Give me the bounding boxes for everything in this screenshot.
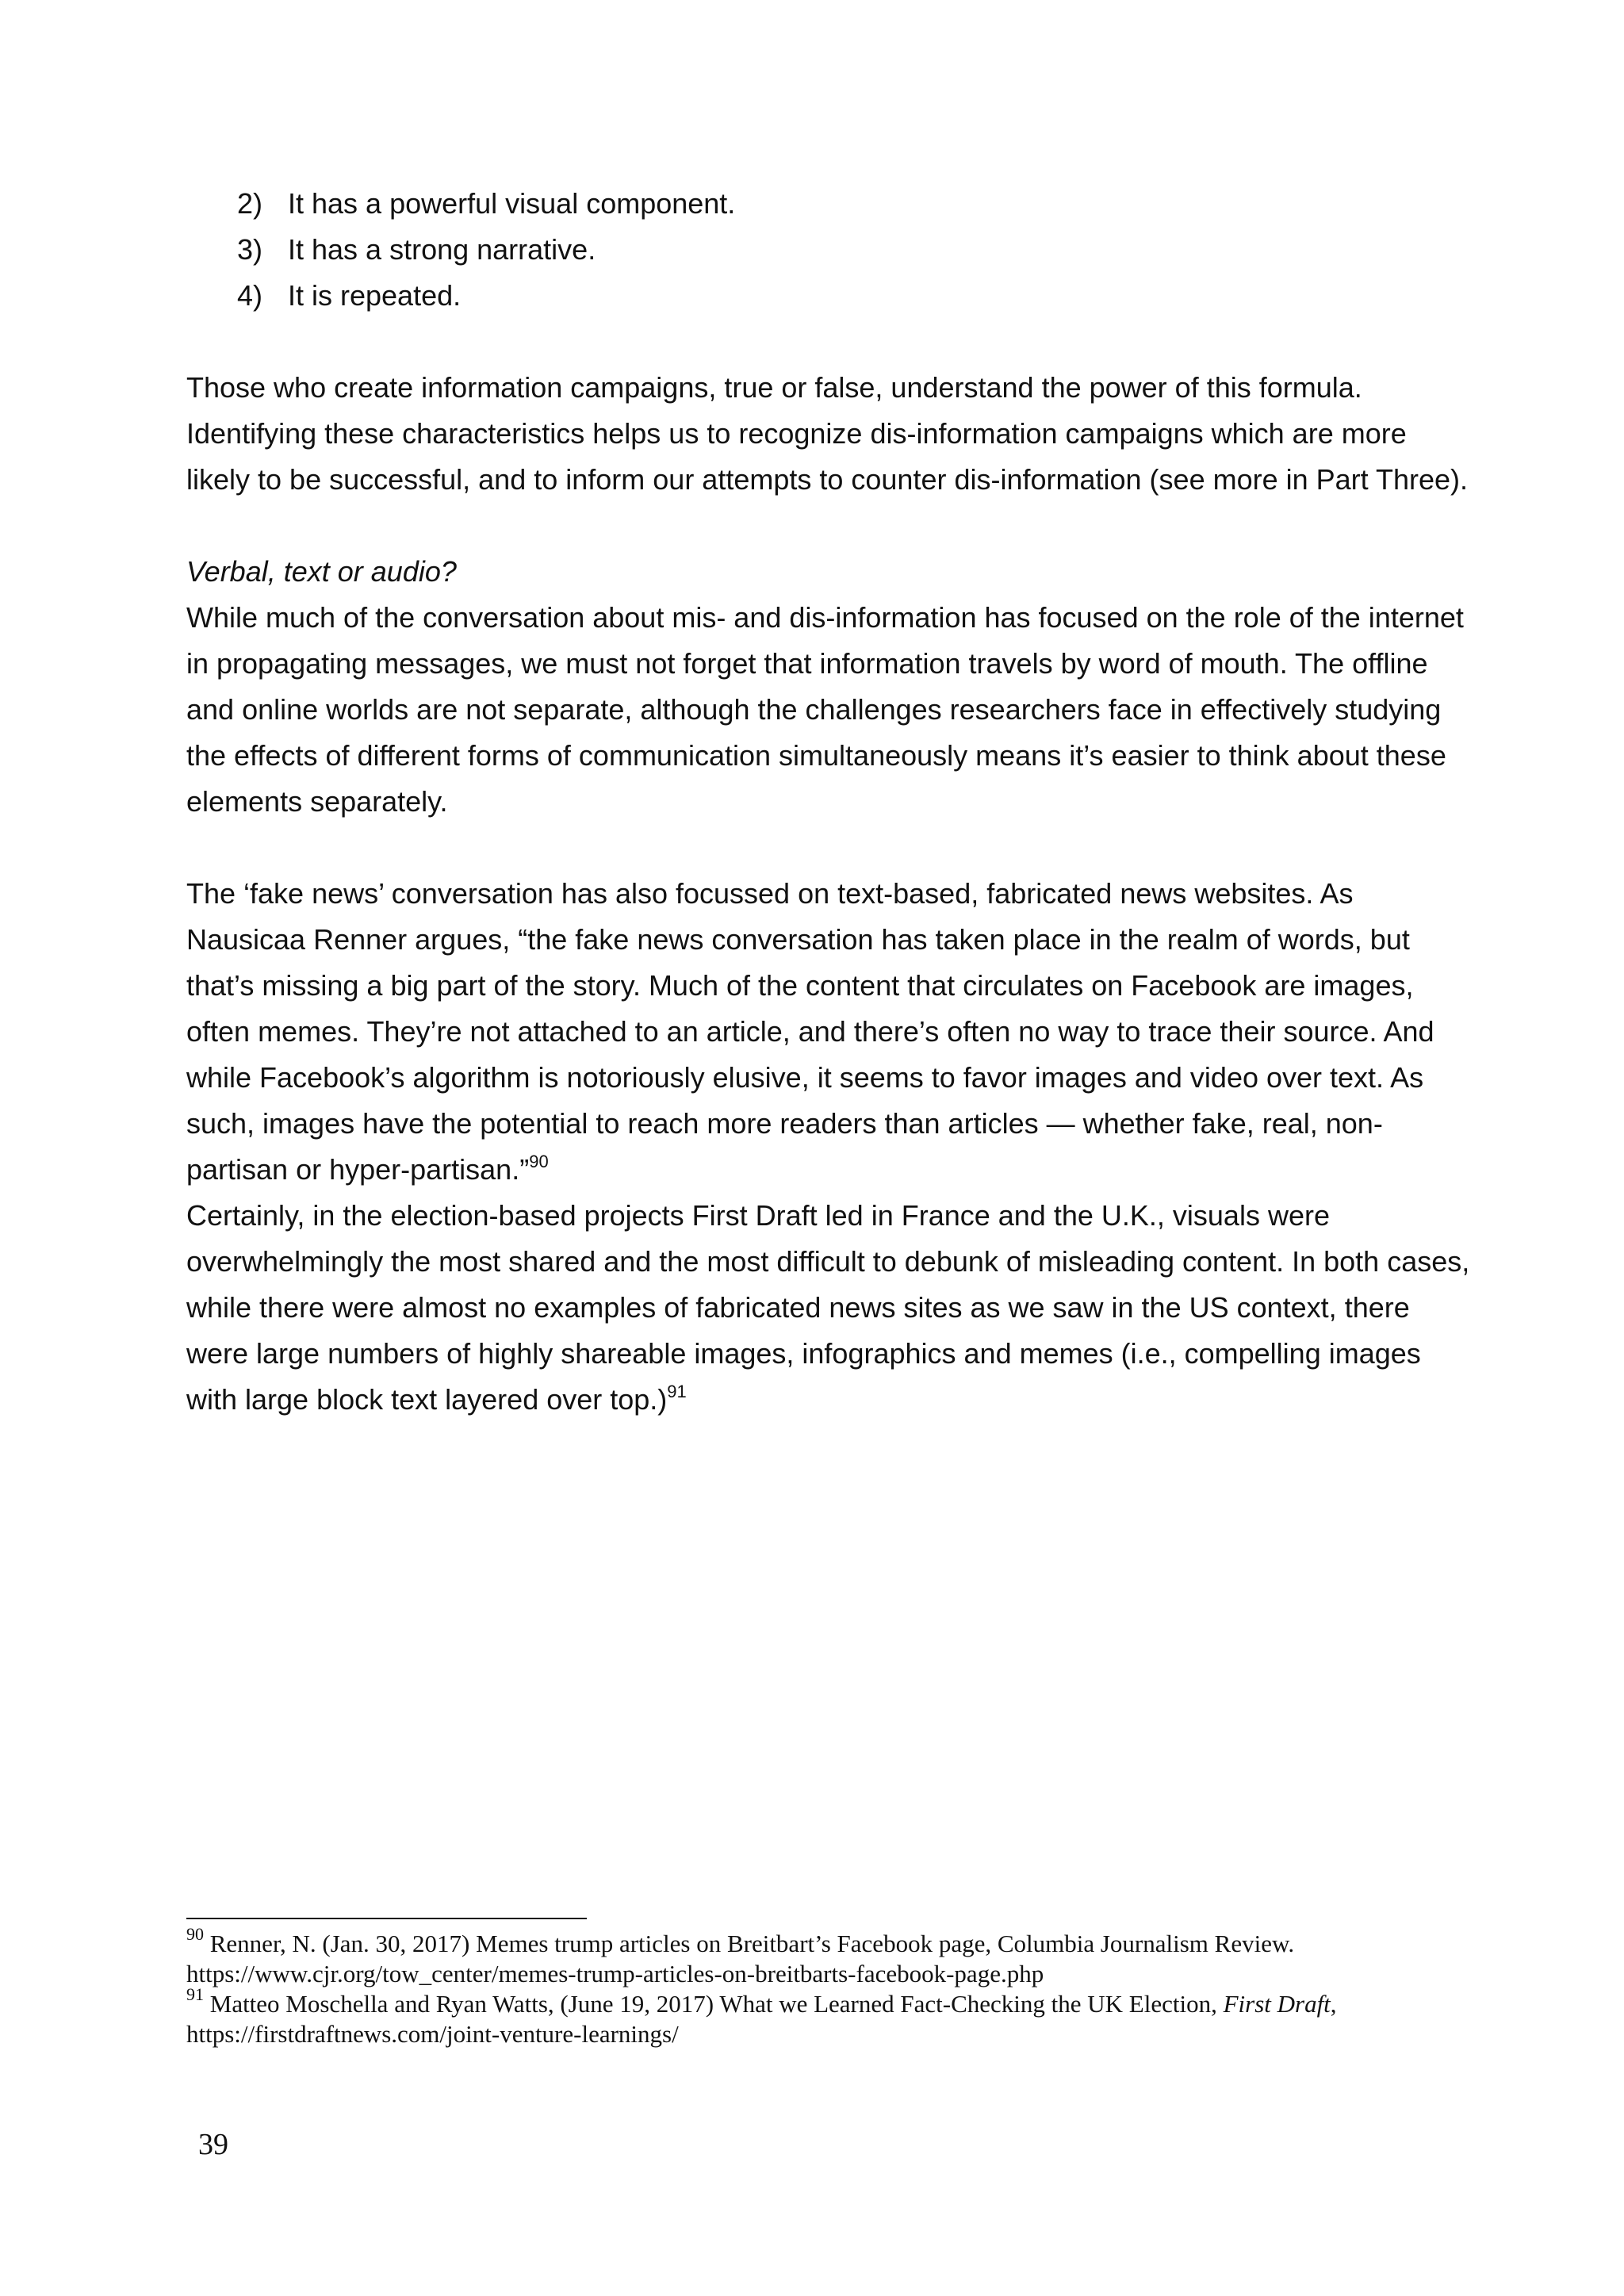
paragraph-visuals-text: Certainly, in the election-based projects First Draft led in France and the U.K., visuals were overwhelmingly the most shared and the most difficult to debunk of misleading content. In both cases, while there were almost no examples of fabricated news sites as we saw in the US context, there were large numbers of highly shareable images, infographics and memes (i.e., compelling images with large block text layered over top.) [186, 1199, 1470, 1416]
footnotes [186, 1923, 1471, 2049]
list-text: It is repeated. [288, 279, 462, 312]
list-number: 4) [237, 279, 263, 312]
footnote-publication: First Draft [1223, 1990, 1331, 2018]
list-text: It has a powerful visual component. [288, 187, 736, 220]
list-number: 3) [237, 233, 263, 266]
footnote-url: , https://firstdraftnews.com/joint-venture-learnings/ [186, 1990, 1337, 2048]
list-item [186, 273, 1471, 319]
paragraph-formula: Those who create information campaigns, true or false, understand the power of this formula. Identifying these characteristics helps us to recognize dis-information campaigns which are more likely to be successful, and to inform our attempts to counter dis-information (see more in Part Three). [186, 371, 1469, 496]
footnote-text: Renner, N. (Jan. 30, 2017) Memes trump articles on Breitbart’s Facebook page, Columbia Journalism Review. https://www.cjr.org/tow_center/memes-trump-articles-on-breitbarts-facebook-page.php [186, 1930, 1295, 1987]
paragraph-fake-news-text: The ‘fake news’ conversation has also focussed on text-based, fabricated news websites. As Nausicaa Renner argues, “the fake news conversation has taken place in the realm of words, but that’s missing a big part of the story. Much of the content that circulates on Facebook are images, often memes. They’re not attached to an article, and there’s often no way to trace their source. And while Facebook’s algorithm is notoriously elusive, it seems to favor images and video over text. As such, images have the potential to reach more readers than articles — whether fake, real, non-partisan or hyper-partisan.” [186, 877, 1434, 1186]
paragraph-gap [186, 503, 1471, 549]
footnote-91 [186, 1984, 1471, 2049]
paragraph-visuals [186, 1193, 1471, 1423]
paragraph-gap [186, 319, 1471, 365]
footnote-text: Matteo Moschella and Ryan Watts, (June 19, 2017) What we Learned Fact-Checking the UK Election, [204, 1990, 1224, 2018]
body-text [186, 181, 1471, 1423]
footnote-number: 91 [186, 1984, 204, 2004]
page-number: 39 [198, 2128, 228, 2161]
paragraph-offline: While much of the conversation about mis- and dis-information has focused on the role of the internet in propagating messages, we must not forget that information travels by word of mouth. The offline and online worlds are not separate, although the challenges researchers face in effectively studying the effects of different forms of communication simultaneously means it’s easier to think about these elements separately. [186, 601, 1464, 818]
list-number: 2) [237, 187, 263, 220]
list-item [186, 181, 1471, 227]
paragraph-gap [186, 825, 1471, 871]
section-heading: Verbal, text or audio? [186, 555, 457, 588]
footnote-90 [186, 1923, 1471, 1989]
footnote-number: 90 [186, 1923, 204, 1944]
numbered-list [186, 181, 1471, 319]
paragraph-fake-news [186, 871, 1471, 1193]
list-item [186, 227, 1471, 273]
list-text: It has a strong narrative. [288, 233, 596, 266]
footnote-separator [186, 1918, 587, 1919]
footnote-ref-91[interactable]: 91 [667, 1382, 687, 1401]
footnote-ref-90[interactable]: 90 [529, 1152, 549, 1171]
